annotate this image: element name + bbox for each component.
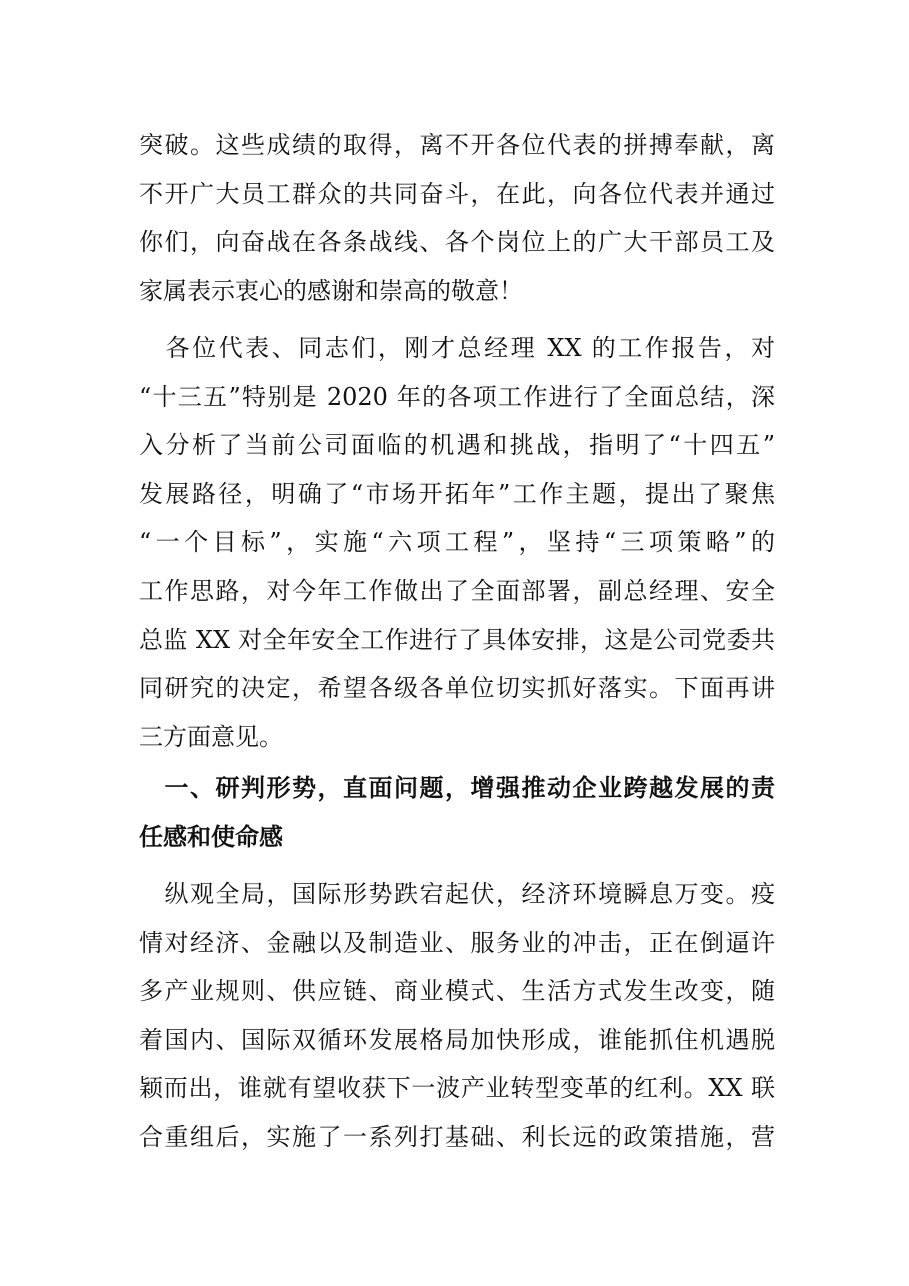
paragraph-line: 总监 XX 对全年安全工作进行了具体安排，这是公司党委共 [139, 625, 775, 654]
paragraph-line: 纵观全局，国际形势跌宕起伏，经济环境瞬息万变。疫 [139, 880, 775, 908]
paragraph-line: 不开广大员工群众的共同奋斗，在此，向各位代表并通过 [139, 179, 775, 208]
paragraph-line: 颖而出，谁就有望收获下一波产业转型变革的红利。XX 联 [139, 1074, 775, 1103]
heading-line: 任感和使命感 [139, 821, 283, 851]
paragraph-3 [139, 870, 775, 1162]
section-heading [139, 764, 775, 861]
paragraph-line: 合重组后，实施了一系列打基础、利长远的政策措施，营 [139, 1122, 775, 1151]
paragraph-line: 突破。这些成绩的取得，离不开各位代表的拼搏奉献，离 [139, 131, 775, 159]
paragraph-2 [139, 324, 775, 761]
paragraph-line: 同研究的决定，希望各级各单位切实抓好落实。下面再讲 [139, 674, 775, 703]
paragraph-line: 工作思路，对今年工作做出了全面部署，副总经理、安全 [139, 576, 775, 605]
paragraph-line: 发展路径，明确了“市场开拓年”工作主题，提出了聚焦 [139, 479, 775, 508]
paragraph-line: 你们，向奋战在各条战线、各个岗位上的广大干部员工及 [139, 228, 775, 257]
paragraph-line: 三方面意见。 [139, 722, 283, 751]
paragraph-line: 各位代表、同志们，刚才总经理 XX 的工作报告，对 [139, 334, 775, 362]
paragraph-line: “十三五”特别是 2020 年的各项工作进行了全面总结，深 [139, 382, 775, 411]
heading-line: 一、研判形势，直面问题，增强推动企业跨越发展的责 [139, 773, 775, 802]
paragraph-1 [139, 121, 775, 315]
paragraph-line: 入分析了当前公司面临的机遇和挑战，指明了“十四五” [139, 431, 775, 460]
paragraph-line: “一个目标”，实施“六项工程”，坚持“三项策略”的 [139, 528, 775, 557]
paragraph-line: 多产业规则、供应链、商业模式、生活方式发生改变，随 [139, 977, 775, 1006]
paragraph-line: 情对经济、金融以及制造业、服务业的冲击，正在倒逼许 [139, 928, 775, 957]
paragraph-line: 着国内、国际双循环发展格局加快形成，谁能抓住机遇脱 [139, 1025, 775, 1054]
paragraph-line: 家属表示衷心的感谢和崇高的敬意！ [139, 276, 523, 305]
